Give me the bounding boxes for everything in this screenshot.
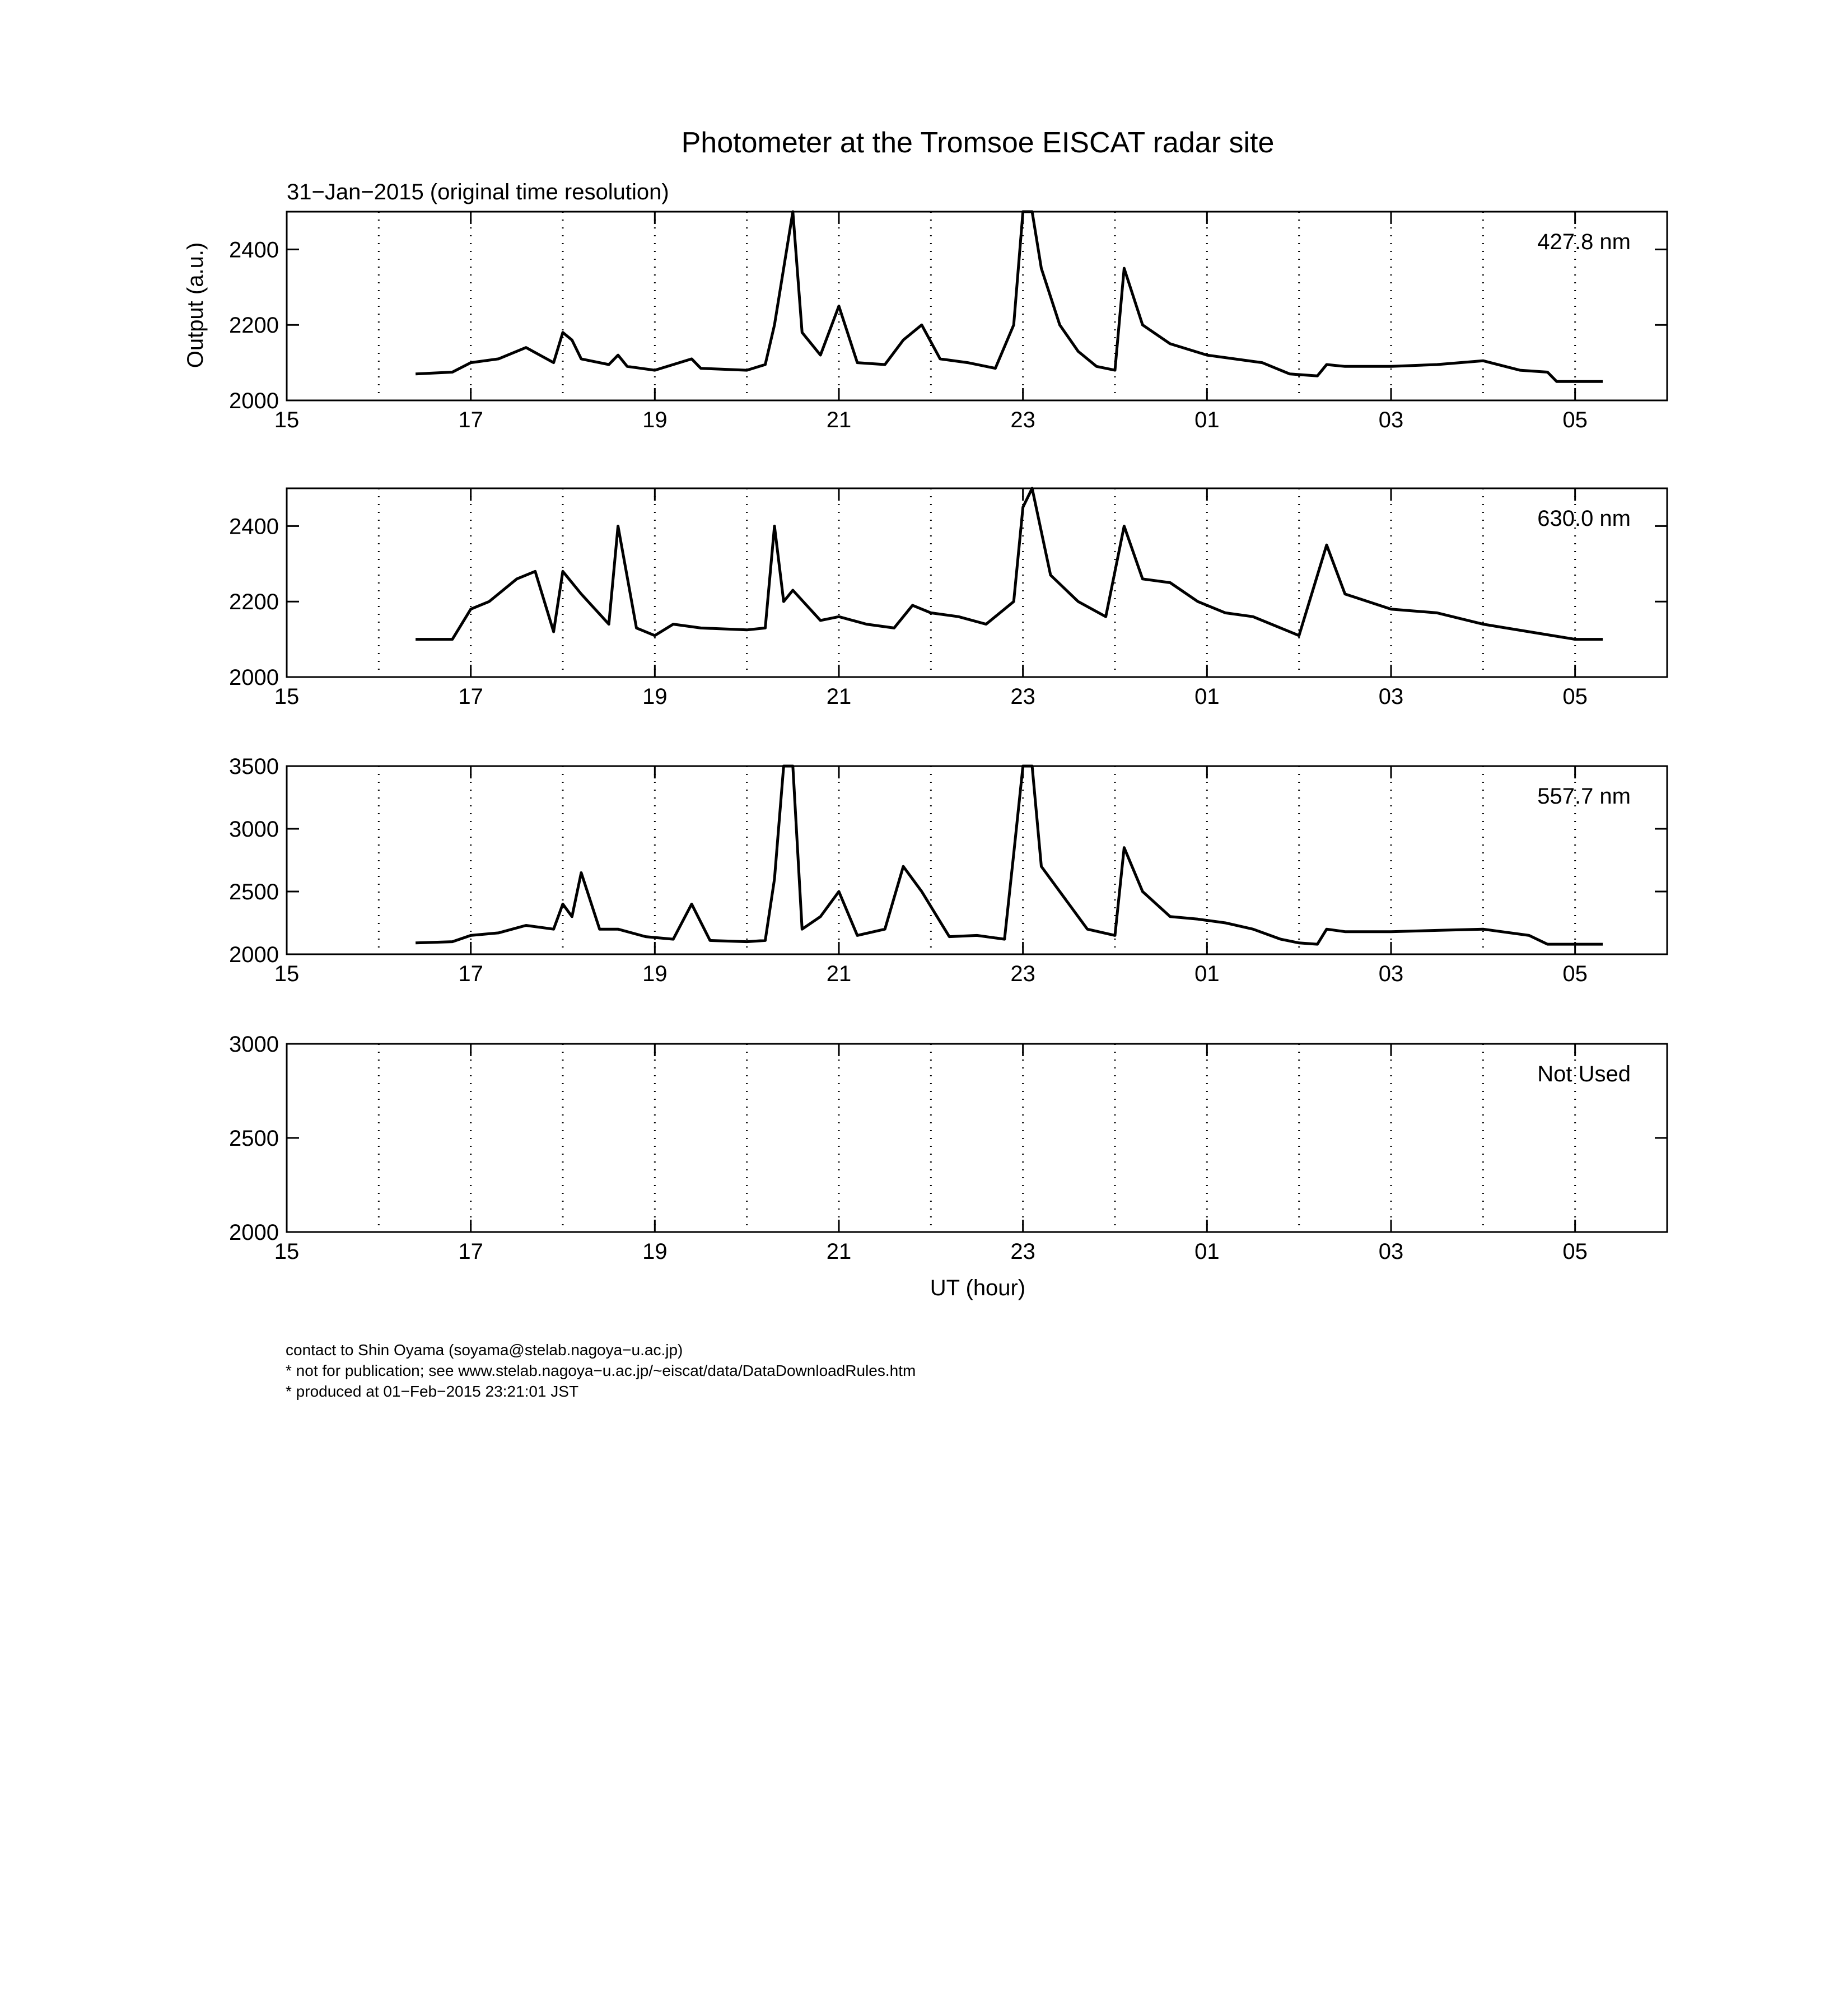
y-tick-label: 2400 <box>229 237 279 263</box>
footer-contact: contact to Shin Oyama (soyama@stelab.nagoya−u.ac.jp) <box>286 1341 683 1359</box>
x-tick-label: 03 <box>1378 1239 1404 1264</box>
series-line <box>416 766 1603 944</box>
x-tick-label: 23 <box>1010 684 1035 709</box>
footer-notes <box>286 1340 916 1402</box>
panel-2 <box>229 754 1667 986</box>
x-tick-label: 19 <box>642 684 668 709</box>
x-tick-label: 17 <box>458 1239 483 1264</box>
x-tick-label: 21 <box>826 962 852 986</box>
x-tick-label: 21 <box>826 1239 852 1264</box>
x-tick-label: 19 <box>642 408 668 432</box>
panels-group <box>229 212 1667 1264</box>
x-tick-label: 05 <box>1562 684 1588 709</box>
series-line <box>416 212 1603 381</box>
y-tick-label: 2500 <box>229 880 279 904</box>
x-tick-label: 01 <box>1194 684 1220 709</box>
y-tick-label: 2200 <box>229 313 279 338</box>
x-tick-label: 15 <box>274 684 300 709</box>
panel-label: Not Used <box>1537 1062 1631 1086</box>
x-tick-label: 19 <box>642 962 668 986</box>
x-tick-label: 19 <box>642 1239 668 1264</box>
y-tick-label: 2000 <box>229 942 279 967</box>
x-tick-label: 01 <box>1194 408 1220 432</box>
panel-1 <box>229 488 1667 709</box>
panel-frame <box>287 766 1667 954</box>
panel-frame <box>287 1044 1667 1232</box>
y-tick-label: 2400 <box>229 514 279 539</box>
panel-frame <box>287 488 1667 677</box>
x-tick-label: 23 <box>1010 962 1035 986</box>
x-tick-label: 17 <box>458 684 483 709</box>
x-tick-label: 21 <box>826 684 852 709</box>
x-tick-label: 05 <box>1562 962 1588 986</box>
panel-label: 427.8 nm <box>1537 230 1631 254</box>
x-tick-label: 05 <box>1562 1239 1588 1264</box>
panel-3 <box>229 1032 1667 1264</box>
x-tick-label: 03 <box>1378 408 1404 432</box>
x-tick-label: 15 <box>274 408 300 432</box>
x-tick-label: 03 <box>1378 684 1404 709</box>
x-tick-label: 01 <box>1194 962 1220 986</box>
figure-subtitle: 31−Jan−2015 (original time resolution) <box>287 180 669 204</box>
y-axis-label: Output (a.u.) <box>183 242 208 368</box>
y-tick-label: 2200 <box>229 590 279 615</box>
panel-label: 630.0 nm <box>1537 506 1631 531</box>
x-tick-label: 17 <box>458 408 483 432</box>
y-tick-label: 2000 <box>229 665 279 690</box>
panel-label: 557.7 nm <box>1537 784 1631 809</box>
x-tick-label: 05 <box>1562 408 1588 432</box>
y-tick-label: 2000 <box>229 389 279 413</box>
x-tick-label: 17 <box>458 962 483 986</box>
y-tick-label: 3000 <box>229 1032 279 1057</box>
figure-title: Photometer at the Tromsoe EISCAT radar site <box>681 127 1275 159</box>
x-tick-label: 23 <box>1010 408 1035 432</box>
y-tick-label: 2500 <box>229 1126 279 1151</box>
x-axis-label: UT (hour) <box>930 1276 1026 1300</box>
x-tick-label: 03 <box>1378 962 1404 986</box>
x-tick-label: 15 <box>274 1239 300 1264</box>
y-tick-label: 3000 <box>229 817 279 842</box>
x-tick-label: 21 <box>826 408 852 432</box>
x-tick-label: 01 <box>1194 1239 1220 1264</box>
panel-frame <box>287 212 1667 400</box>
footer-publication-note: * not for publication; see www.stelab.nagoya−u.ac.jp/~eiscat/data/DataDownloadRules.htm <box>286 1362 916 1379</box>
y-tick-label: 3500 <box>229 754 279 779</box>
panel-0 <box>229 212 1667 432</box>
footer-produced-note: * produced at 01−Feb−2015 23:21:01 JST <box>286 1383 579 1400</box>
series-line <box>416 488 1603 640</box>
x-tick-label: 15 <box>274 962 300 986</box>
x-tick-label: 23 <box>1010 1239 1035 1264</box>
y-tick-label: 2000 <box>229 1220 279 1245</box>
